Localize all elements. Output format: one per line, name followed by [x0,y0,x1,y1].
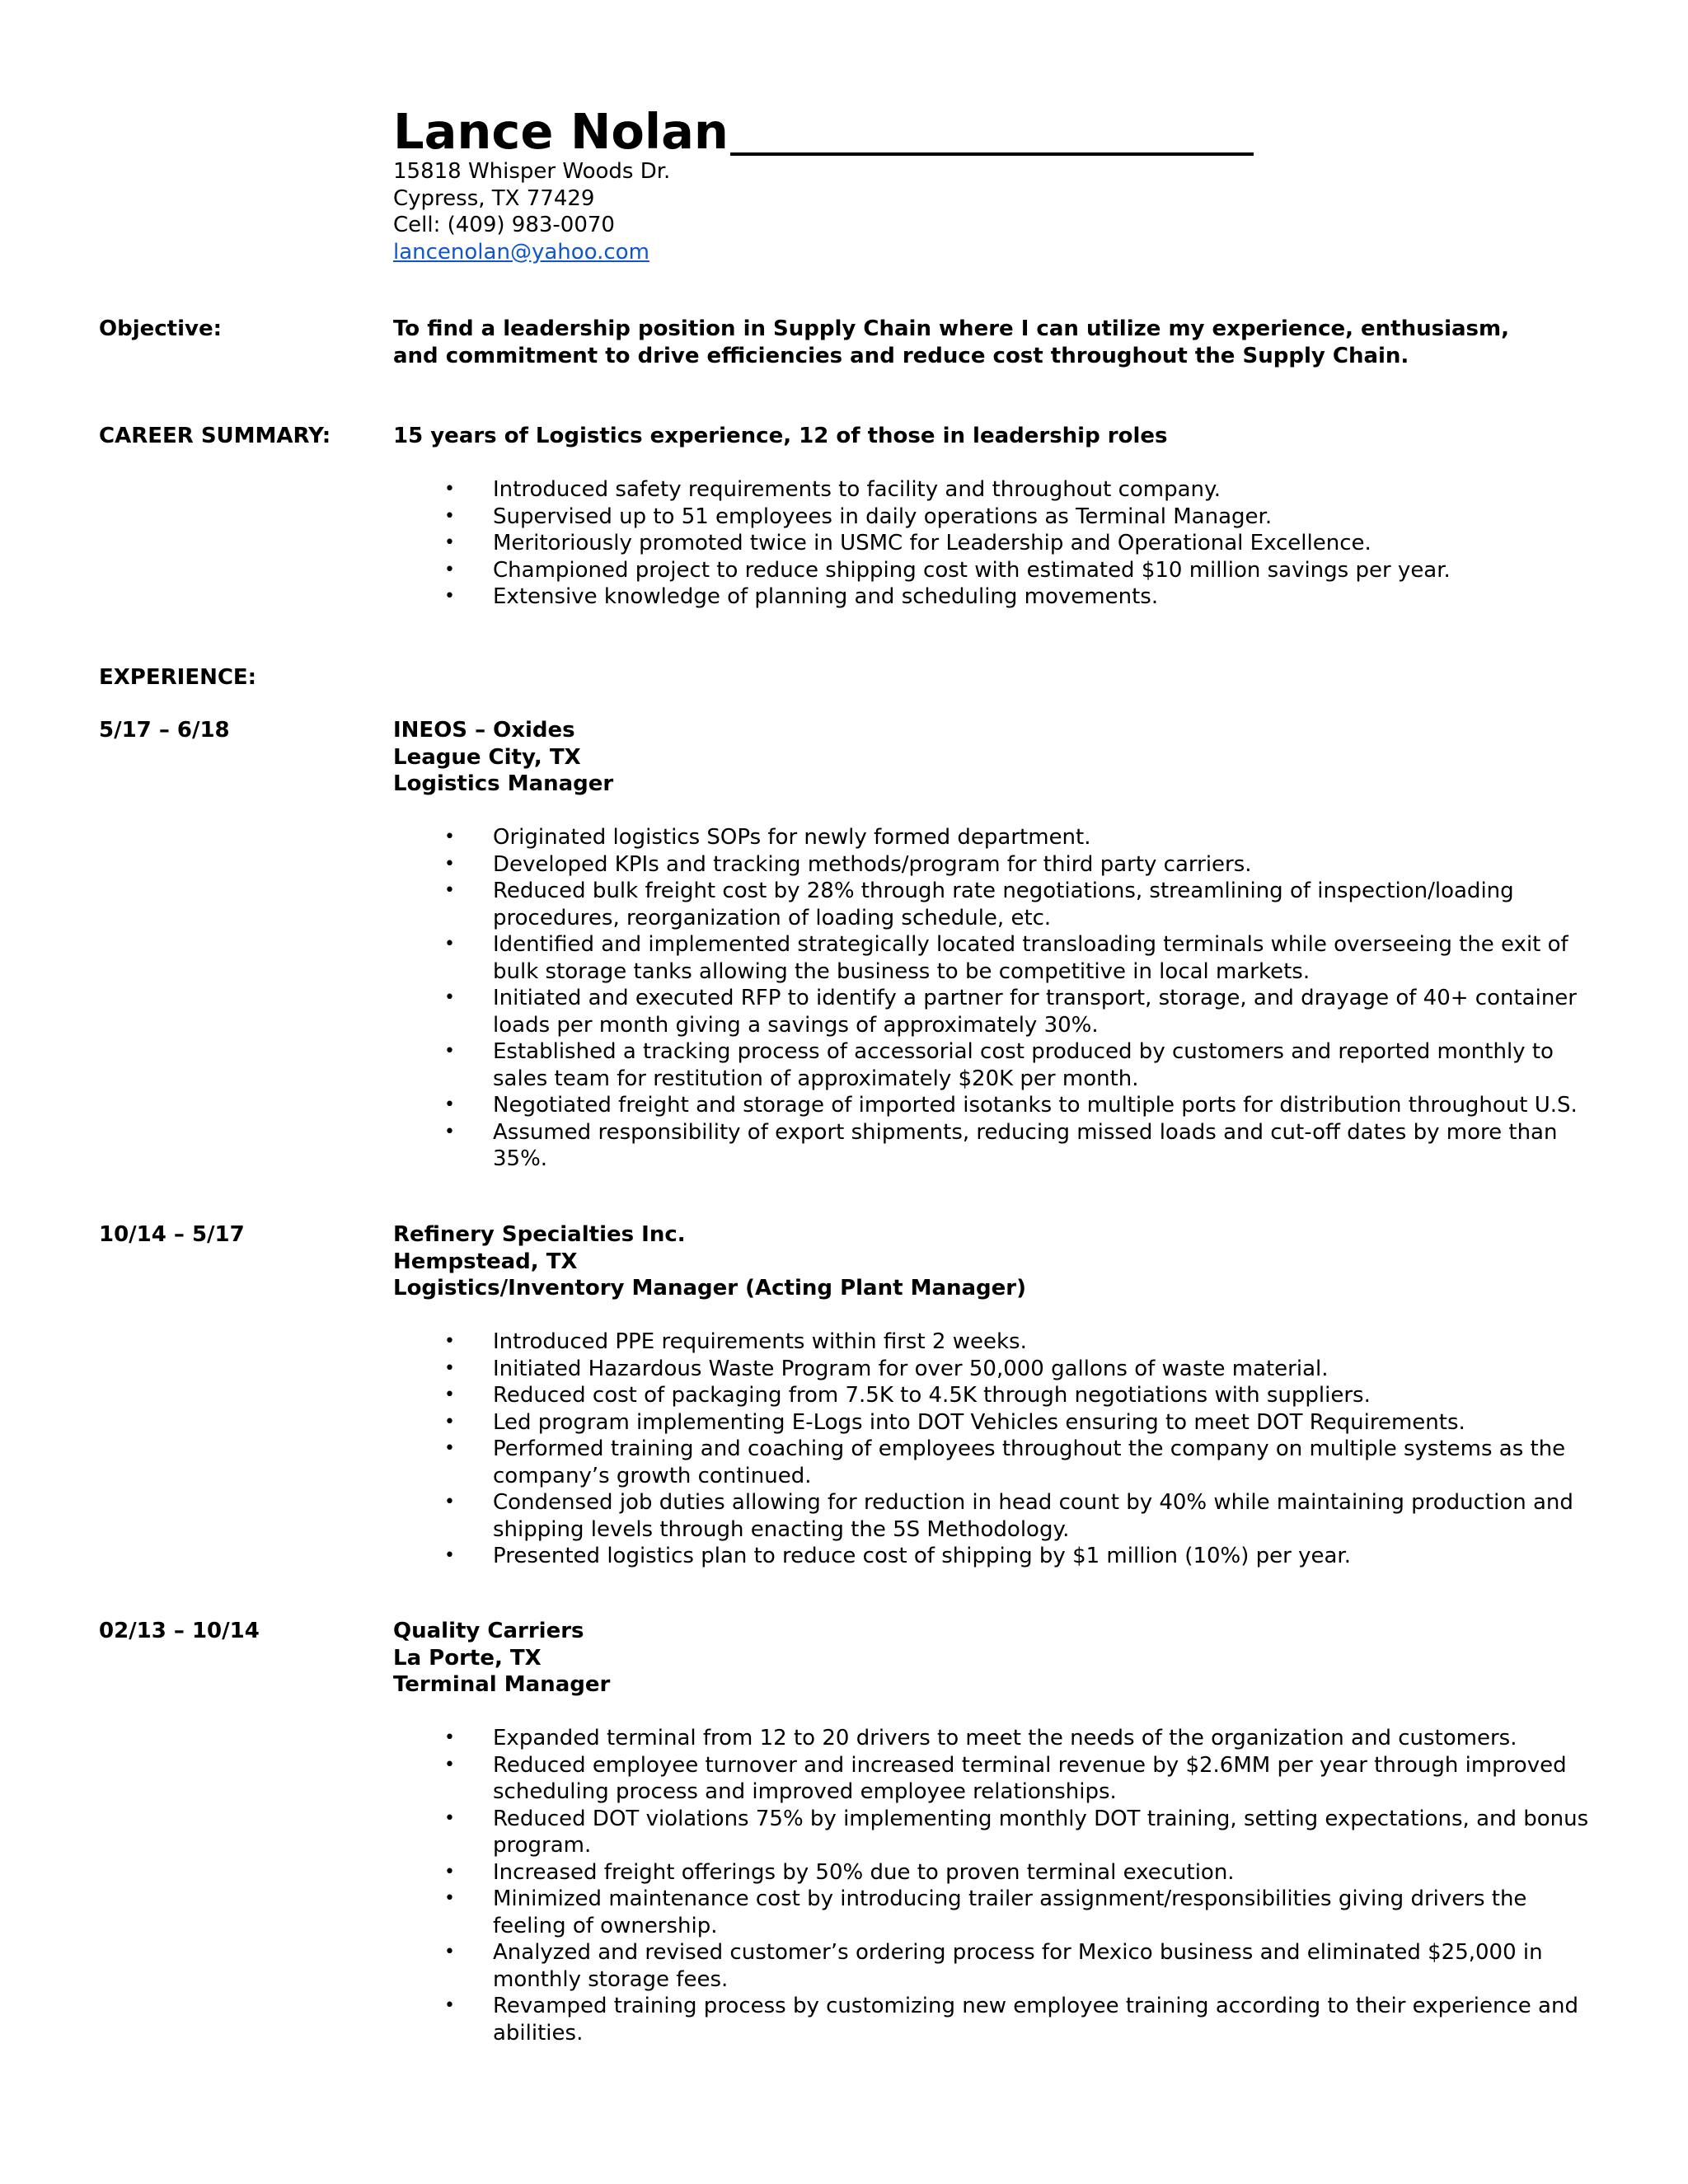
list-item [393,1489,1597,1543]
bullet-text: Introduced PPE requirements within first 2 weeks. [493,1329,1027,1354]
bullet-text: Performed training and coaching of employees throughout the company on multiple systems as the company’s growth continued. [493,1436,1566,1488]
objective-text [393,316,1597,369]
job-2-dates: 10/14 – 5/17 [99,1222,245,1247]
bullet-icon: • [444,1385,455,1405]
list-item [393,1382,1597,1409]
bullet-text: Reduced employee turnover and increased terminal revenue by $2.6MM per year through improved scheduling process and improved employee relationships. [493,1752,1567,1804]
list-item [393,878,1597,931]
bullet-text: Identified and implemented strategically located transloading terminals while overseeing the exit of bulk storage tanks allowing the business to be competitive in local markets. [493,932,1568,984]
bullet-text: Negotiated freight and storage of imported isotanks to multiple ports for distribution throughout U.S. [493,1093,1578,1118]
list-item [393,1752,1597,1806]
bullet-icon: • [444,1754,455,1775]
bullet-icon: • [444,1041,455,1062]
list-item [393,1092,1597,1119]
list-item [393,504,1597,531]
address-line-1: 15818 Whisper Woods Dr. [393,159,671,184]
objective-label: Objective: [99,316,222,341]
bullet-icon: • [444,559,455,580]
list-item [393,1436,1597,1489]
contact-block [393,158,1465,265]
career-summary-headline-text: 15 years of Logistics experience, 12 of those in leadership roles [393,424,1168,448]
objective-line-2: and commitment to drive efficiencies and reduce cost throughout the Supply Chain. [393,343,1409,368]
objective-line-1: To find a leadership position in Supply Chain where I can utilize my experience, enthusiasm, [393,316,1510,341]
candidate-name: Lance Nolan [393,103,729,160]
list-item [393,1939,1597,1993]
list-item [393,583,1597,611]
bullet-text: Originated logistics SOPs for newly formed department. [493,825,1091,850]
job-2-heading [393,1221,1597,1302]
list-item [393,1806,1597,1859]
bullet-text: Initiated and executed RFP to identify a partner for transport, storage, and drayage of 40+ container loads per month giving a savings of approximately 30%. [493,986,1577,1038]
career-summary-label: CAREER SUMMARY: [99,424,331,448]
bullet-icon: • [444,1331,455,1352]
bullet-text: Analyzed and revised customer’s ordering process for Mexico business and eliminated $25,000 in monthly storage fees. [493,1940,1543,1992]
bullet-text: Supervised up to 51 employees in daily operations as Terminal Manager. [493,504,1273,529]
bullet-text: Extensive knowledge of planning and scheduling movements. [493,584,1159,609]
bullet-icon: • [444,1727,455,1748]
bullet-icon: • [444,1545,455,1566]
bullet-icon: • [444,987,455,1008]
job-2-title: Logistics/Inventory Manager (Acting Plant Manager) [393,1276,1026,1301]
bullet-text: Initiated Hazardous Waste Program for over 50,000 gallons of waste material. [493,1356,1329,1381]
job-1-location: League City, TX [393,744,581,770]
bullet-icon: • [444,1861,455,1882]
list-item [393,1119,1597,1173]
bullet-text: Reduced bulk freight cost by 28% through rate negotiations, streamlining of inspection/loading procedures, reorganization of loading schedule, etc. [493,879,1514,930]
bullet-icon: • [444,1438,455,1459]
name-underline-rule [730,152,1254,156]
list-item [393,1356,1597,1383]
job-1-dates: 5/17 – 6/18 [99,718,230,743]
job-3-heading [393,1618,1597,1699]
bullet-icon: • [444,505,455,527]
bullet-text: Meritoriously promoted twice in USMC for Leadership and Operational Excellence. [493,531,1372,555]
job-3-title: Terminal Manager [393,1672,611,1697]
bullet-text: Established a tracking process of accessorial cost produced by customers and reported monthly to sales team for restitution of approximately $20K per month. [493,1039,1554,1091]
bullet-icon: • [444,586,455,607]
list-item [393,1859,1597,1886]
bullet-icon: • [444,479,455,499]
job-1-company: INEOS – Oxides [393,718,575,743]
list-item [393,476,1597,504]
bullet-icon: • [444,1411,455,1432]
bullet-icon: • [444,1121,455,1142]
bullet-icon: • [444,853,455,874]
bullet-icon: • [444,1492,455,1512]
name-row [393,101,1465,158]
career-summary-headline [393,423,1597,450]
job-1-bullets [393,824,1597,1173]
list-item [393,1543,1597,1570]
list-item [393,851,1597,879]
bullet-text: Developed KPIs and tracking methods/program for third party carriers. [493,851,1252,877]
bullet-text: Presented logistics plan to reduce cost of shipping by $1 million (10%) per year. [493,1544,1351,1568]
list-item [393,557,1597,584]
job-1-heading [393,717,1597,798]
job-3-location: La Porte, TX [393,1645,542,1671]
list-item [393,931,1597,985]
bullet-text: Led program implementing E-Logs into DOT Vehicles ensuring to meet DOT Requirements. [493,1409,1465,1435]
bullet-text: Revamped training process by customizing new employee training according to their experience and abilities. [493,1994,1578,2046]
bullet-text: Reduced cost of packaging from 7.5K to 4.5K through negotiations with suppliers. [493,1383,1371,1408]
bullet-icon: • [444,1942,455,1962]
bullet-text: Increased freight offerings by 50% due to proven terminal execution. [493,1859,1235,1885]
bullet-text: Assumed responsibility of export shipments, reducing missed loads and cut-off dates by more than 35%. [493,1119,1558,1171]
job-3-company: Quality Carriers [393,1619,584,1643]
bullet-text: Reduced DOT violations 75% by implementing monthly DOT training, setting expectations, and bonus program. [493,1806,1589,1858]
list-item [393,1038,1597,1092]
resume-header [393,101,1465,265]
experience-label: EXPERIENCE: [99,665,257,690]
list-item [393,1409,1597,1436]
job-1-title: Logistics Manager [393,771,614,796]
list-item [393,1725,1597,1752]
bullet-text: Minimized maintenance cost by introducing trailer assignment/responsibilities giving drivers the feeling of ownership. [493,1886,1527,1938]
bullet-icon: • [444,1094,455,1115]
list-item [393,985,1597,1038]
bullet-icon: • [444,532,455,553]
bullet-icon: • [444,1807,455,1829]
phone-number: Cell: (409) 983-0070 [393,213,615,237]
bullet-text: Expanded terminal from 12 to 20 drivers to meet the needs of the organization and customers. [493,1726,1517,1750]
address-line-2: Cypress, TX 77429 [393,185,595,211]
job-3-dates: 02/13 – 10/14 [99,1619,260,1643]
list-item [393,1993,1597,2046]
list-item [393,1886,1597,1939]
job-2-location: Hempstead, TX [393,1249,578,1274]
list-item [393,1329,1597,1356]
list-item [393,824,1597,851]
list-item [393,530,1597,557]
bullet-text: Championed project to reduce shipping cost with estimated $10 million savings per year. [493,557,1451,583]
job-2-bullets [393,1329,1597,1570]
bullet-text: Condensed job duties allowing for reduction in head count by 40% while maintaining production and shipping levels through enacting the 5S Methodology. [493,1490,1573,1542]
job-2-company: Refinery Specialties Inc. [393,1222,686,1247]
email-link[interactable]: lancenolan@yahoo.com [393,239,649,265]
bullet-icon: • [444,827,455,847]
bullet-icon: • [444,1357,455,1379]
bullet-icon: • [444,880,455,901]
bullet-icon: • [444,1995,455,2016]
bullet-text: Introduced safety requirements to facility and throughout company. [493,477,1221,502]
bullet-icon: • [444,934,455,954]
job-3-bullets [393,1725,1597,2046]
bullet-icon: • [444,1888,455,1909]
career-summary-bullets [393,476,1597,611]
